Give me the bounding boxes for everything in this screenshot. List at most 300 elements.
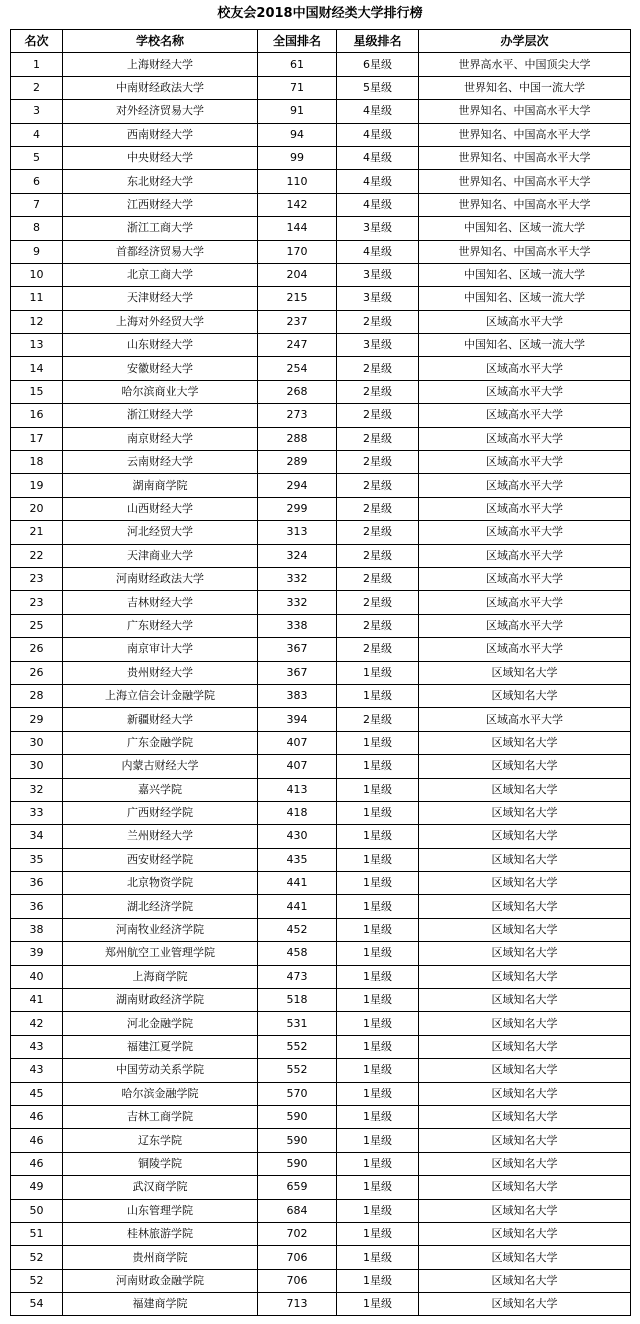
star-level-cell: 1星级 [337, 1082, 419, 1105]
rank-cell: 14 [11, 357, 63, 380]
national-rank-cell: 324 [258, 544, 337, 567]
star-level-cell: 1星级 [337, 825, 419, 848]
national-rank-cell: 702 [258, 1222, 337, 1245]
star-level-cell: 1星级 [337, 895, 419, 918]
star-level-cell: 1星级 [337, 731, 419, 754]
national-rank-cell: 383 [258, 684, 337, 707]
national-rank-cell: 413 [258, 778, 337, 801]
rank-cell: 3 [11, 100, 63, 123]
national-rank-cell: 332 [258, 567, 337, 590]
star-level-cell: 2星级 [337, 310, 419, 333]
school-name-cell: 山东管理学院 [63, 1199, 258, 1222]
school-name-cell: 上海财经大学 [63, 53, 258, 76]
rank-cell: 7 [11, 193, 63, 216]
star-level-cell: 2星级 [337, 451, 419, 474]
school-name-cell: 河南牧业经济学院 [63, 918, 258, 941]
school-name-cell: 贵州商学院 [63, 1246, 258, 1269]
school-level-cell: 区域知名大学 [419, 1222, 631, 1245]
column-header-national-rank: 全国排名 [258, 30, 337, 53]
rank-cell: 46 [11, 1129, 63, 1152]
table-row [11, 123, 631, 146]
school-level-cell: 区域高水平大学 [419, 567, 631, 590]
rank-cell: 32 [11, 778, 63, 801]
national-rank-cell: 430 [258, 825, 337, 848]
star-level-cell: 6星级 [337, 53, 419, 76]
star-level-cell: 1星级 [337, 778, 419, 801]
star-level-cell: 2星级 [337, 404, 419, 427]
table-row [11, 404, 631, 427]
school-name-cell: 辽东学院 [63, 1129, 258, 1152]
national-rank-cell: 570 [258, 1082, 337, 1105]
rank-cell: 49 [11, 1176, 63, 1199]
star-level-cell: 2星级 [337, 427, 419, 450]
star-level-cell: 4星级 [337, 193, 419, 216]
school-level-cell: 世界高水平、中国顶尖大学 [419, 53, 631, 76]
table-row [11, 965, 631, 988]
star-level-cell: 2星级 [337, 567, 419, 590]
school-name-cell: 广东金融学院 [63, 731, 258, 754]
school-name-cell: 铜陵学院 [63, 1152, 258, 1175]
national-rank-cell: 237 [258, 310, 337, 333]
national-rank-cell: 458 [258, 942, 337, 965]
rank-cell: 35 [11, 848, 63, 871]
rank-cell: 28 [11, 684, 63, 707]
star-level-cell: 3星级 [337, 287, 419, 310]
rank-cell: 46 [11, 1152, 63, 1175]
school-level-cell: 区域知名大学 [419, 1082, 631, 1105]
school-level-cell: 区域知名大学 [419, 942, 631, 965]
school-level-cell: 区域高水平大学 [419, 451, 631, 474]
star-level-cell: 2星级 [337, 497, 419, 520]
table-row [11, 1012, 631, 1035]
rank-cell: 40 [11, 965, 63, 988]
school-name-cell: 北京工商大学 [63, 263, 258, 286]
star-level-cell: 2星级 [337, 591, 419, 614]
national-rank-cell: 215 [258, 287, 337, 310]
star-level-cell: 1星级 [337, 755, 419, 778]
school-name-cell: 对外经济贸易大学 [63, 100, 258, 123]
rank-cell: 36 [11, 872, 63, 895]
star-level-cell: 2星级 [337, 380, 419, 403]
school-level-cell: 区域知名大学 [419, 918, 631, 941]
rank-cell: 51 [11, 1222, 63, 1245]
rank-cell: 23 [11, 591, 63, 614]
rank-cell: 54 [11, 1293, 63, 1316]
rank-cell: 43 [11, 1059, 63, 1082]
school-level-cell: 区域知名大学 [419, 755, 631, 778]
school-name-cell: 东北财经大学 [63, 170, 258, 193]
rank-cell: 5 [11, 146, 63, 169]
school-name-cell: 上海对外经贸大学 [63, 310, 258, 333]
school-level-cell: 区域知名大学 [419, 1269, 631, 1292]
table-row [11, 380, 631, 403]
national-rank-cell: 706 [258, 1246, 337, 1269]
school-name-cell: 安徽财经大学 [63, 357, 258, 380]
school-name-cell: 河南财政金融学院 [63, 1269, 258, 1292]
rank-cell: 11 [11, 287, 63, 310]
school-name-cell: 福建江夏学院 [63, 1035, 258, 1058]
rank-cell: 6 [11, 170, 63, 193]
table-row [11, 708, 631, 731]
school-name-cell: 兰州财经大学 [63, 825, 258, 848]
table-row [11, 1176, 631, 1199]
national-rank-cell: 332 [258, 591, 337, 614]
school-name-cell: 山西财经大学 [63, 497, 258, 520]
table-row [11, 1152, 631, 1175]
star-level-cell: 1星级 [337, 1269, 419, 1292]
table-row [11, 1222, 631, 1245]
school-level-cell: 区域高水平大学 [419, 708, 631, 731]
national-rank-cell: 254 [258, 357, 337, 380]
star-level-cell: 2星级 [337, 474, 419, 497]
star-level-cell: 1星级 [337, 1176, 419, 1199]
rank-cell: 43 [11, 1035, 63, 1058]
school-level-cell: 中国知名、区域一流大学 [419, 263, 631, 286]
rank-cell: 1 [11, 53, 63, 76]
school-level-cell: 区域知名大学 [419, 1035, 631, 1058]
table-row [11, 848, 631, 871]
school-level-cell: 区域知名大学 [419, 825, 631, 848]
school-name-cell: 首都经济贸易大学 [63, 240, 258, 263]
school-level-cell: 区域知名大学 [419, 989, 631, 1012]
school-name-cell: 湖南商学院 [63, 474, 258, 497]
national-rank-cell: 110 [258, 170, 337, 193]
table-row [11, 1129, 631, 1152]
national-rank-cell: 407 [258, 731, 337, 754]
school-level-cell: 区域高水平大学 [419, 591, 631, 614]
star-level-cell: 2星级 [337, 544, 419, 567]
table-row [11, 427, 631, 450]
school-level-cell: 中国知名、区域一流大学 [419, 287, 631, 310]
national-rank-cell: 71 [258, 76, 337, 99]
table-row [11, 989, 631, 1012]
school-level-cell: 区域知名大学 [419, 1129, 631, 1152]
star-level-cell: 4星级 [337, 123, 419, 146]
national-rank-cell: 288 [258, 427, 337, 450]
school-name-cell: 湖北经济学院 [63, 895, 258, 918]
table-row [11, 1246, 631, 1269]
table-row [11, 544, 631, 567]
rank-cell: 42 [11, 1012, 63, 1035]
school-name-cell: 广东财经大学 [63, 614, 258, 637]
table-row [11, 825, 631, 848]
table-row [11, 1269, 631, 1292]
star-level-cell: 3星级 [337, 334, 419, 357]
star-level-cell: 2星级 [337, 614, 419, 637]
table-row [11, 918, 631, 941]
rank-cell: 16 [11, 404, 63, 427]
table-row [11, 263, 631, 286]
star-level-cell: 1星级 [337, 1222, 419, 1245]
rank-cell: 20 [11, 497, 63, 520]
rank-cell: 46 [11, 1105, 63, 1128]
table-row [11, 1105, 631, 1128]
table-row [11, 895, 631, 918]
rank-cell: 22 [11, 544, 63, 567]
rank-cell: 41 [11, 989, 63, 1012]
school-level-cell: 区域高水平大学 [419, 427, 631, 450]
table-row [11, 755, 631, 778]
school-name-cell: 上海商学院 [63, 965, 258, 988]
star-level-cell: 1星级 [337, 1152, 419, 1175]
page-title: 校友会2018中国财经类大学排行榜 [217, 6, 423, 21]
table-row [11, 731, 631, 754]
national-rank-cell: 313 [258, 521, 337, 544]
national-rank-cell: 170 [258, 240, 337, 263]
rank-cell: 9 [11, 240, 63, 263]
school-name-cell: 哈尔滨商业大学 [63, 380, 258, 403]
table-row [11, 217, 631, 240]
national-rank-cell: 294 [258, 474, 337, 497]
rank-cell: 26 [11, 661, 63, 684]
table-row [11, 1199, 631, 1222]
ranking-table [10, 29, 631, 1316]
school-name-cell: 浙江工商大学 [63, 217, 258, 240]
national-rank-cell: 268 [258, 380, 337, 403]
school-level-cell: 区域知名大学 [419, 731, 631, 754]
school-name-cell: 贵州财经大学 [63, 661, 258, 684]
star-level-cell: 1星级 [337, 1293, 419, 1316]
school-level-cell: 区域高水平大学 [419, 310, 631, 333]
star-level-cell: 1星级 [337, 942, 419, 965]
star-level-cell: 2星级 [337, 708, 419, 731]
national-rank-cell: 61 [258, 53, 337, 76]
star-level-cell: 2星级 [337, 521, 419, 544]
table-row [11, 170, 631, 193]
star-level-cell: 1星级 [337, 1129, 419, 1152]
school-level-cell: 区域高水平大学 [419, 404, 631, 427]
table-row [11, 872, 631, 895]
column-header-star-level: 星级排名 [337, 30, 419, 53]
star-level-cell: 2星级 [337, 357, 419, 380]
school-name-cell: 广西财经学院 [63, 801, 258, 824]
school-name-cell: 河南财经政法大学 [63, 567, 258, 590]
school-name-cell: 吉林工商学院 [63, 1105, 258, 1128]
school-name-cell: 上海立信会计金融学院 [63, 684, 258, 707]
table-row [11, 146, 631, 169]
school-name-cell: 吉林财经大学 [63, 591, 258, 614]
star-level-cell: 1星级 [337, 1105, 419, 1128]
school-level-cell: 区域高水平大学 [419, 638, 631, 661]
school-level-cell: 区域知名大学 [419, 1152, 631, 1175]
table-row [11, 357, 631, 380]
table-row [11, 661, 631, 684]
table-row [11, 497, 631, 520]
star-level-cell: 4星级 [337, 240, 419, 263]
rank-cell: 15 [11, 380, 63, 403]
school-level-cell: 区域知名大学 [419, 1246, 631, 1269]
rank-cell: 39 [11, 942, 63, 965]
star-level-cell: 1星级 [337, 801, 419, 824]
school-level-cell: 区域高水平大学 [419, 497, 631, 520]
national-rank-cell: 518 [258, 989, 337, 1012]
school-level-cell: 中国知名、区域一流大学 [419, 334, 631, 357]
school-level-cell: 区域知名大学 [419, 684, 631, 707]
school-name-cell: 郑州航空工业管理学院 [63, 942, 258, 965]
national-rank-cell: 441 [258, 872, 337, 895]
school-name-cell: 江西财经大学 [63, 193, 258, 216]
school-level-cell: 区域高水平大学 [419, 544, 631, 567]
rank-cell: 21 [11, 521, 63, 544]
national-rank-cell: 435 [258, 848, 337, 871]
school-level-cell: 区域知名大学 [419, 1012, 631, 1035]
school-level-cell: 区域知名大学 [419, 1059, 631, 1082]
rank-cell: 13 [11, 334, 63, 357]
table-row [11, 684, 631, 707]
school-name-cell: 河北经贸大学 [63, 521, 258, 544]
national-rank-cell: 473 [258, 965, 337, 988]
national-rank-cell: 99 [258, 146, 337, 169]
school-level-cell: 区域知名大学 [419, 1176, 631, 1199]
national-rank-cell: 273 [258, 404, 337, 427]
star-level-cell: 1星级 [337, 989, 419, 1012]
table-row [11, 1082, 631, 1105]
school-level-cell: 世界知名、中国高水平大学 [419, 193, 631, 216]
table-row [11, 1035, 631, 1058]
star-level-cell: 1星级 [337, 1012, 419, 1035]
school-level-cell: 世界知名、中国高水平大学 [419, 170, 631, 193]
rank-cell: 19 [11, 474, 63, 497]
school-name-cell: 嘉兴学院 [63, 778, 258, 801]
star-level-cell: 1星级 [337, 1035, 419, 1058]
national-rank-cell: 394 [258, 708, 337, 731]
national-rank-cell: 441 [258, 895, 337, 918]
star-level-cell: 1星级 [337, 661, 419, 684]
national-rank-cell: 713 [258, 1293, 337, 1316]
star-level-cell: 1星级 [337, 918, 419, 941]
school-level-cell: 区域高水平大学 [419, 614, 631, 637]
star-level-cell: 1星级 [337, 1246, 419, 1269]
school-name-cell: 西南财经大学 [63, 123, 258, 146]
school-name-cell: 浙江财经大学 [63, 404, 258, 427]
star-level-cell: 1星级 [337, 965, 419, 988]
rank-cell: 30 [11, 755, 63, 778]
national-rank-cell: 407 [258, 755, 337, 778]
school-name-cell: 北京物资学院 [63, 872, 258, 895]
school-level-cell: 区域知名大学 [419, 1199, 631, 1222]
column-header-school-level: 办学层次 [419, 30, 631, 53]
school-name-cell: 武汉商学院 [63, 1176, 258, 1199]
school-level-cell: 区域知名大学 [419, 848, 631, 871]
table-row [11, 521, 631, 544]
national-rank-cell: 299 [258, 497, 337, 520]
rank-cell: 36 [11, 895, 63, 918]
national-rank-cell: 91 [258, 100, 337, 123]
table-row [11, 801, 631, 824]
star-level-cell: 1星级 [337, 684, 419, 707]
school-name-cell: 中国劳动关系学院 [63, 1059, 258, 1082]
star-level-cell: 1星级 [337, 1199, 419, 1222]
rank-cell: 10 [11, 263, 63, 286]
national-rank-cell: 659 [258, 1176, 337, 1199]
national-rank-cell: 452 [258, 918, 337, 941]
school-level-cell: 世界知名、中国高水平大学 [419, 100, 631, 123]
national-rank-cell: 590 [258, 1152, 337, 1175]
school-level-cell: 区域高水平大学 [419, 380, 631, 403]
table-row [11, 100, 631, 123]
school-level-cell: 区域知名大学 [419, 872, 631, 895]
column-header-rank: 名次 [11, 30, 63, 53]
school-level-cell: 世界知名、中国一流大学 [419, 76, 631, 99]
star-level-cell: 5星级 [337, 76, 419, 99]
rank-cell: 8 [11, 217, 63, 240]
table-row [11, 53, 631, 76]
national-rank-cell: 142 [258, 193, 337, 216]
school-level-cell: 区域知名大学 [419, 965, 631, 988]
rank-cell: 52 [11, 1269, 63, 1292]
table-row [11, 334, 631, 357]
rank-cell: 45 [11, 1082, 63, 1105]
school-name-cell: 哈尔滨金融学院 [63, 1082, 258, 1105]
school-name-cell: 福建商学院 [63, 1293, 258, 1316]
school-level-cell: 世界知名、中国高水平大学 [419, 240, 631, 263]
table-row [11, 638, 631, 661]
star-level-cell: 4星级 [337, 100, 419, 123]
national-rank-cell: 590 [258, 1129, 337, 1152]
table-row [11, 591, 631, 614]
table-row [11, 451, 631, 474]
school-name-cell: 河北金融学院 [63, 1012, 258, 1035]
national-rank-cell: 552 [258, 1059, 337, 1082]
school-level-cell: 世界知名、中国高水平大学 [419, 123, 631, 146]
national-rank-cell: 531 [258, 1012, 337, 1035]
rank-cell: 26 [11, 638, 63, 661]
school-name-cell: 天津商业大学 [63, 544, 258, 567]
table-body [11, 53, 631, 1316]
national-rank-cell: 367 [258, 638, 337, 661]
rank-cell: 17 [11, 427, 63, 450]
rank-cell: 29 [11, 708, 63, 731]
national-rank-cell: 684 [258, 1199, 337, 1222]
star-level-cell: 1星级 [337, 1059, 419, 1082]
national-rank-cell: 94 [258, 123, 337, 146]
national-rank-cell: 590 [258, 1105, 337, 1128]
rank-cell: 18 [11, 451, 63, 474]
column-header-school-name: 学校名称 [63, 30, 258, 53]
school-level-cell: 区域高水平大学 [419, 357, 631, 380]
star-level-cell: 3星级 [337, 217, 419, 240]
national-rank-cell: 367 [258, 661, 337, 684]
school-level-cell: 中国知名、区域一流大学 [419, 217, 631, 240]
rank-cell: 33 [11, 801, 63, 824]
rank-cell: 25 [11, 614, 63, 637]
school-name-cell: 中南财经政法大学 [63, 76, 258, 99]
table-row [11, 240, 631, 263]
school-name-cell: 南京财经大学 [63, 427, 258, 450]
school-name-cell: 湖南财政经济学院 [63, 989, 258, 1012]
national-rank-cell: 204 [258, 263, 337, 286]
national-rank-cell: 338 [258, 614, 337, 637]
school-name-cell: 西安财经学院 [63, 848, 258, 871]
rank-cell: 23 [11, 567, 63, 590]
rank-cell: 12 [11, 310, 63, 333]
national-rank-cell: 418 [258, 801, 337, 824]
school-name-cell: 山东财经大学 [63, 334, 258, 357]
school-level-cell: 区域高水平大学 [419, 521, 631, 544]
school-level-cell: 区域知名大学 [419, 1293, 631, 1316]
school-level-cell: 区域知名大学 [419, 801, 631, 824]
school-name-cell: 新疆财经大学 [63, 708, 258, 731]
school-name-cell: 内蒙古财经大学 [63, 755, 258, 778]
rank-cell: 30 [11, 731, 63, 754]
national-rank-cell: 289 [258, 451, 337, 474]
table-row [11, 193, 631, 216]
table-row [11, 942, 631, 965]
star-level-cell: 4星级 [337, 170, 419, 193]
rank-cell: 52 [11, 1246, 63, 1269]
rank-cell: 4 [11, 123, 63, 146]
school-level-cell: 世界知名、中国高水平大学 [419, 146, 631, 169]
